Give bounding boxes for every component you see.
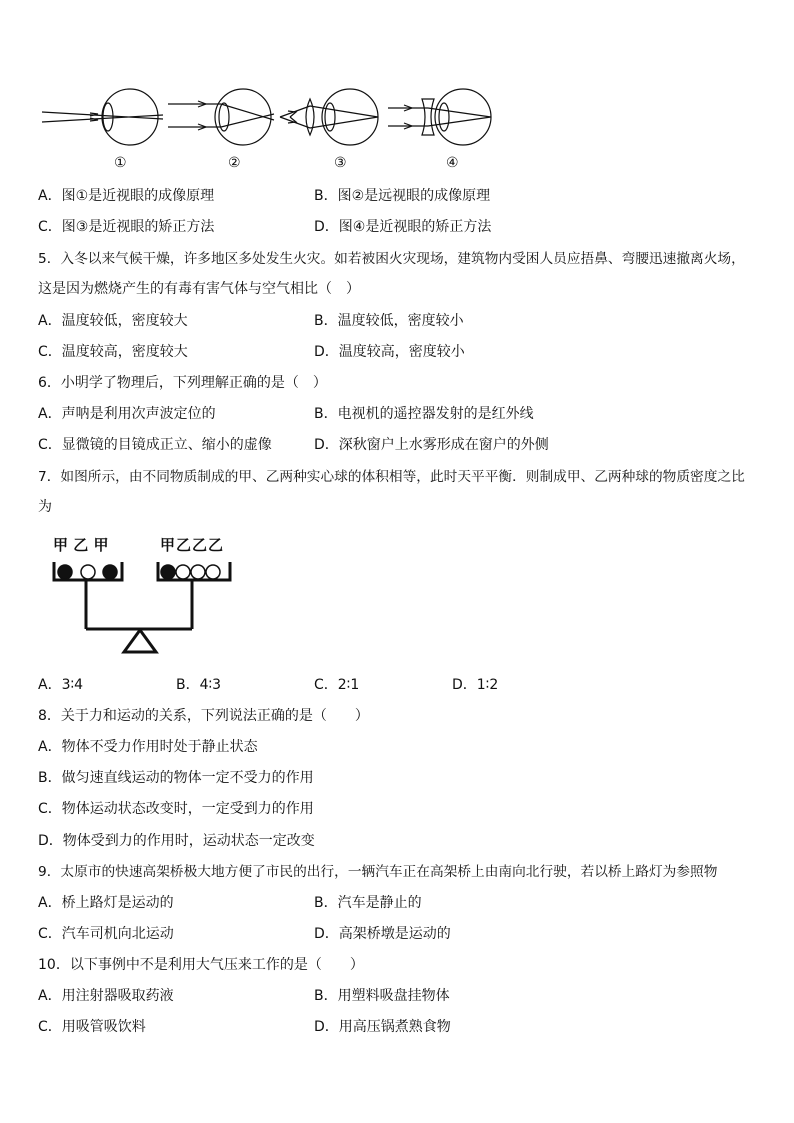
q4-option-c: C．图③是近视眼的矫正方法 (38, 219, 215, 235)
q8-option-c: C．物体运动状态改变时，一定受到力的作用 (38, 801, 314, 817)
ball-jia (161, 565, 175, 579)
q8-stem: 8．关于力和运动的关系，下列说法正确的是（ ） (38, 708, 369, 724)
ball-yi (176, 565, 190, 579)
q4-option-b: B．图②是远视眼的成像原理 (314, 188, 491, 204)
q7-stem-line1: 7．如图所示，由不同物质制成的甲、乙两种实心球的体积相等，此时天平平衡．则制成甲、乙两种球的物质密度之比 (38, 469, 745, 485)
q4-option-d: D．图④是近视眼的矫正方法 (314, 219, 492, 235)
q6-option-d: D．深秋窗户上水雾形成在窗户的外侧 (314, 437, 549, 453)
ball-jia (58, 565, 72, 579)
q10-option-a: A．用注射器吸取药液 (38, 988, 174, 1004)
q7-option-a: A．3∶4 (38, 677, 84, 693)
eye-diagram-svg (38, 84, 508, 176)
q9-option-c: C．汽车司机向北运动 (38, 926, 174, 942)
q6-option-b: B．电视机的遥控器发射的是红外线 (314, 406, 534, 422)
ball-yi (191, 565, 205, 579)
eye-label-3: ③ (334, 155, 347, 171)
eye-diagram-1 (42, 89, 163, 145)
q7-option-b: B．4∶3 (176, 677, 222, 693)
q10-option-b: B．用塑料吸盘挂物体 (314, 988, 450, 1004)
balance-right-label: 甲乙乙乙 (160, 536, 225, 554)
eye-diagram-3 (280, 89, 378, 145)
ball-yi (206, 565, 220, 579)
q7-option-c: C．2∶1 (314, 677, 360, 693)
q5-stem-line1: 5．入冬以来气候干燥，许多地区多处发生火灾。如若被困火灾现场，建筑物内受困人员应捂鼻、弯腰迅速撤离火场， (38, 251, 745, 267)
q8-option-b: B．做匀速直线运动的物体一定不受力的作用 (38, 770, 314, 786)
balance-svg (50, 556, 240, 678)
q5-option-a: A．温度较低，密度较大 (38, 313, 188, 329)
q6-option-a: A．声呐是利用次声波定位的 (38, 406, 216, 422)
q8-option-a: A．物体不受力作用时处于静止状态 (38, 739, 258, 755)
ball-yi (81, 565, 95, 579)
balance-left-label: 甲 乙 甲 (53, 536, 109, 554)
q9-stem: 9．太原市的快速高架桥极大地方便了市民的出行，一辆汽车正在高架桥上由南向北行驶，若以桥上路灯为参照物 (38, 864, 718, 880)
ball-jia (103, 565, 117, 579)
q6-stem: 6．小明学了物理后，下列理解正确的是（ ） (38, 375, 327, 391)
q7-stem-line2: 为 (38, 499, 52, 515)
q5-option-d: D．温度较高，密度较小 (314, 344, 465, 360)
q10-option-d: D．用高压锅煮熟食物 (314, 1019, 451, 1035)
q10-stem: 10．以下事例中不是利用大气压来工作的是（ ） (38, 957, 364, 973)
eye-diagram-4 (388, 89, 491, 145)
q5-option-b: B．温度较低，密度较小 (314, 313, 464, 329)
q10-option-c: C．用吸管吸饮料 (38, 1019, 146, 1035)
q4-option-a: A．图①是近视眼的成像原理 (38, 188, 215, 204)
eye-label-4: ④ (446, 155, 459, 171)
eye-label-2: ② (228, 155, 241, 171)
q6-option-c: C．显微镜的目镜成正立、缩小的虚像 (38, 437, 272, 453)
q9-option-a: A．桥上路灯是运动的 (38, 895, 174, 911)
q9-option-d: D．高架桥墩是运动的 (314, 926, 451, 942)
balance-fulcrum (124, 630, 156, 652)
q5-stem-line2: 这是因为燃烧产生的有毒有害气体与空气相比（ ） (38, 281, 360, 297)
eye-diagram-2 (168, 89, 274, 145)
q7-option-d: D．1∶2 (452, 677, 499, 693)
q5-option-c: C．温度较高，密度较大 (38, 344, 188, 360)
eye-diagram-figure (38, 84, 508, 176)
q8-option-d: D．物体受到力的作用时，运动状态一定改变 (38, 833, 315, 849)
q9-option-b: B．汽车是静止的 (314, 895, 422, 911)
eye-label-1: ① (114, 155, 127, 171)
